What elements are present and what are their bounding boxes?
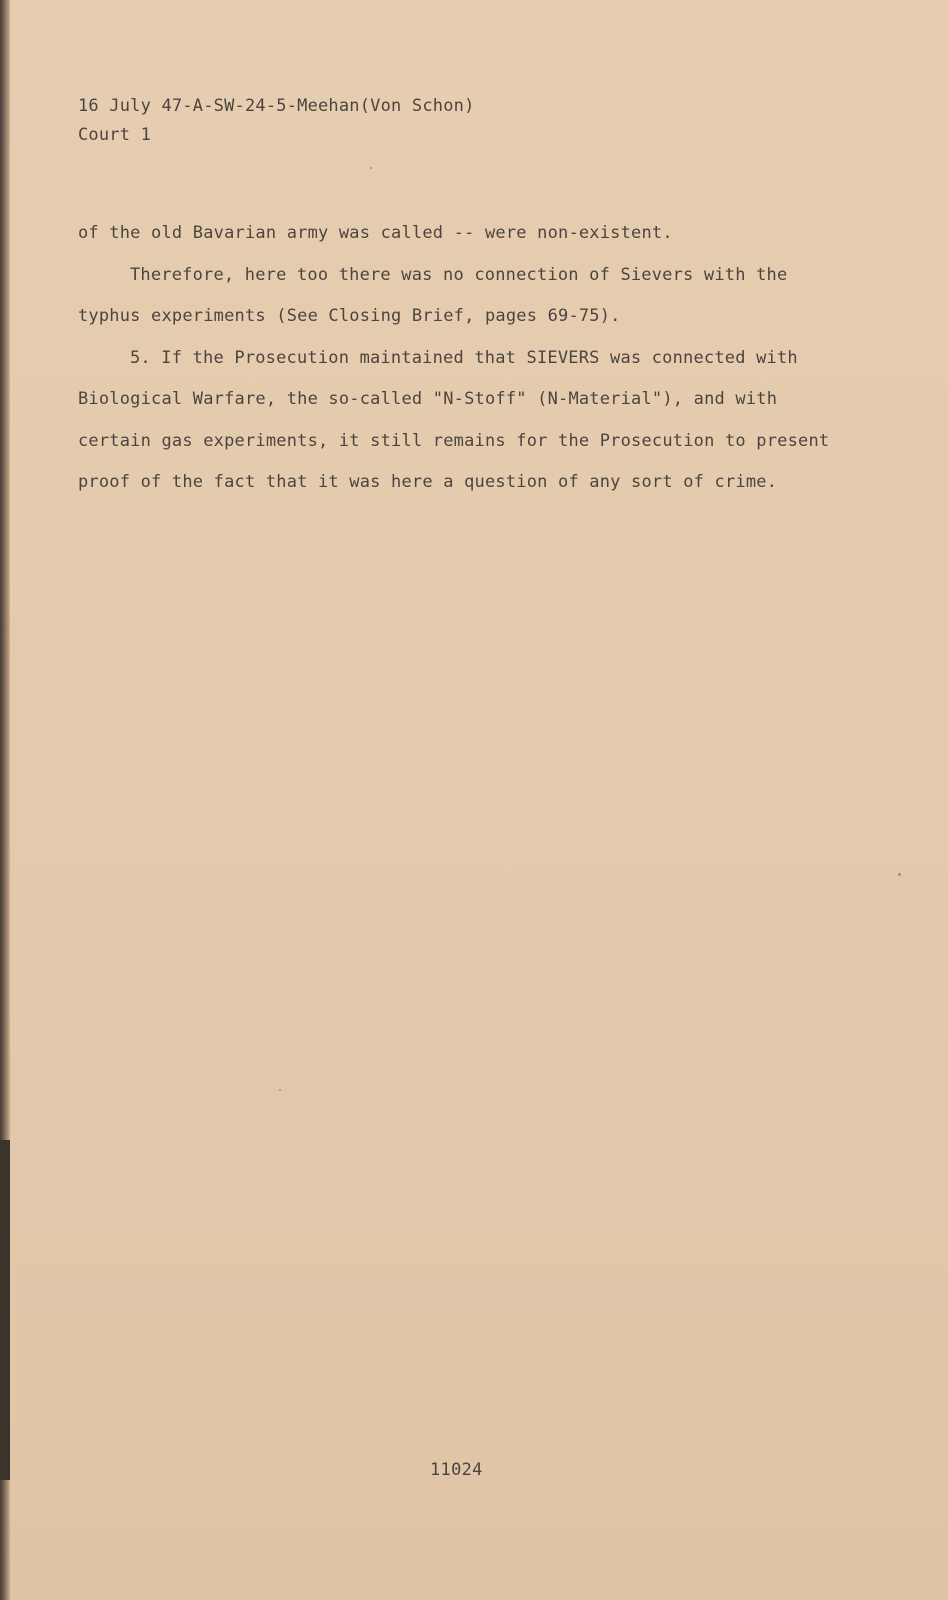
body-line: 5. If the Prosecution maintained that SIEVERS was connected with: [130, 347, 798, 368]
body-line: typhus experiments (See Closing Brief, pages 69-75).: [78, 306, 621, 326]
body-line: certain gas experiments, it still remains for the Prosecution to present: [78, 430, 830, 451]
header-date-line: 16 July 47-A-SW-24-5-Meehan(Von Schon): [78, 96, 475, 116]
header-court-line: Court 1: [78, 125, 152, 145]
page-left-edge: [0, 0, 10, 1600]
body-line: proof of the fact that it was here a question of any sort of crime.: [78, 472, 778, 492]
document-header: [78, 92, 475, 150]
body-line: Biological Warfare, the so-called "N-Stoff" (N-Material"), and with: [78, 389, 778, 409]
paper-speck: [898, 873, 901, 876]
torn-edge: [0, 1140, 10, 1480]
body-line: of the old Bavarian army was called -- were non-existent.: [78, 223, 673, 243]
document-body: [78, 222, 838, 513]
body-line: Therefore, here too there was no connection of Sievers with the: [130, 264, 788, 285]
paper-speck: [279, 1089, 281, 1091]
paper-speck: [370, 167, 372, 169]
page-number: 11024: [430, 1460, 483, 1480]
